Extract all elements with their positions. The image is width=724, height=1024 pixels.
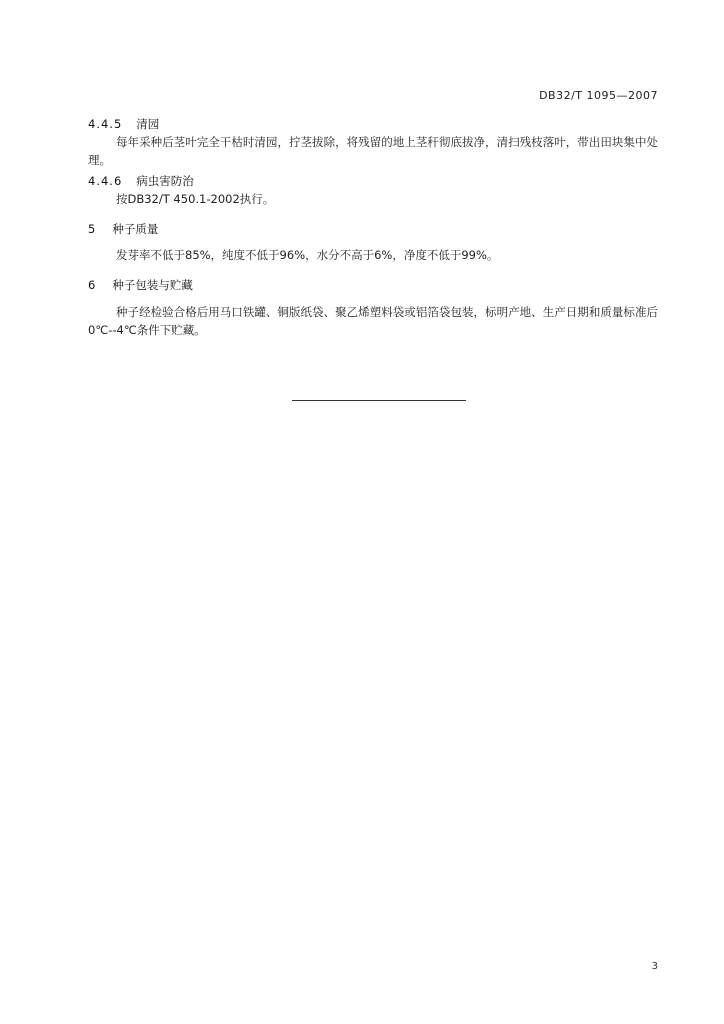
section-title: 病虫害防治 (136, 174, 194, 188)
page-number: 3 (651, 961, 658, 972)
section-number: 6 (88, 278, 97, 292)
section-body-5: 发芽率不低于85%，纯度不低于96%，水分不高于6%，净度不低于99%。 (116, 248, 499, 262)
section-number: 5 (88, 222, 97, 236)
section-body-4-4-6: 按DB32/T 450.1-2002执行。 (116, 192, 275, 206)
end-rule (292, 400, 466, 401)
section-body-4-4-5: 每年采种后茎叶完全干枯时清园，拧茎拔除，将残留的地上茎秆彻底拔净，清扫残枝落叶，带出田块集中处理。 (88, 135, 658, 167)
section-title: 种子质量 (112, 222, 159, 236)
section-heading-4-4-6 (88, 173, 194, 189)
section-heading-5 (88, 221, 158, 237)
section-title: 种子包装与贮藏 (112, 278, 193, 292)
section-body-6: 种子经检验合格后用马口铁罐、铜版纸袋、聚乙烯塑料袋或铝箔袋包装，标明产地、生产日期和质量标准后0℃--4℃条件下贮藏。 (88, 305, 658, 337)
section-heading-6 (88, 277, 193, 293)
section-number: 4.4.6 (88, 174, 123, 188)
section-heading-4-4-5 (88, 116, 159, 132)
section-number: 4.4.5 (88, 117, 123, 131)
standard-code: DB32/T 1095—2007 (539, 89, 658, 102)
section-title: 清园 (136, 117, 160, 131)
